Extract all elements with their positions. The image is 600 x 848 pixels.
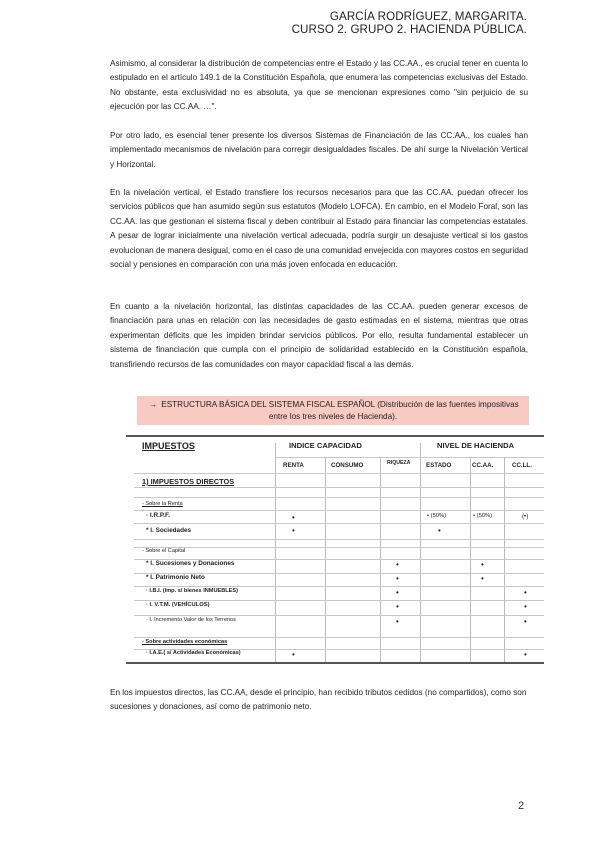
paragraph-1: Asimismo, al considerar la distribución de competencias entre el Estado y las CC.AA., es crucial tener en cuenta lo estipulado en el artículo 149.1 de la Constitución Española, que enumera las competencias exclusivas del Estado. No obstante, esta exclusividad no es absoluta, ya que se mencionan expresiones como "sin perjuicio de su ejecución por las CC.AA. …".	[110, 59, 528, 112]
paragraph-2: Por otro lado, es esencial tener presente los diversos Sistemas de Financiación de las CC.AA., los cuales han implementado mecanismos de nivelación para corregir desigualdades fiscales. De ahí surge la Nivelación Vertical y Horizontal.	[110, 131, 528, 169]
row-patrimonio: * I. Patrimonio Neto	[146, 574, 205, 581]
mark-iivtn-ccll: •	[524, 617, 527, 626]
row-iivtn: · I. Incremento Valor de los Terrenos	[146, 617, 236, 623]
banner-line-1: ESTRUCTURA BÁSICA DEL SISTEMA FISCAL ESPAÑOL (Distribución de las fuentes impositivas	[161, 400, 519, 409]
col-estado: ESTADO	[426, 462, 452, 469]
author-name: GARCÍA RODRÍGUEZ, MARGARITA.	[329, 10, 527, 23]
paragraph-4: En cuanto a la nivelación horizontal, las distintas capacidades de las CC.AA. pueden generar excesos de financiación para unas en relación con las necesidades de gasto estimadas en el sistema, mientras que otras experimentan déficits que les impiden brindar servicios públicos. Por ello, resulta fundamental establecer un sistema de financiación que cumpla con el principio de solidaridad establecido en la Constitución española, transfiriendo recursos de las comunidades con mayor capacidad fiscal a las demás.	[110, 302, 528, 369]
course-info: CURSO 2. GRUPO 2. HACIENDA PÚBLICA.	[291, 23, 527, 36]
mark-iae-renta: •	[292, 650, 295, 659]
mark-iae-ccll: •	[524, 650, 527, 659]
mark-sucesiones-riqueza: •	[396, 560, 399, 569]
mark-ibi-riqueza: •	[396, 588, 399, 597]
table-caption-banner	[137, 396, 529, 425]
subsection-capital: - Sobre el Capital	[142, 548, 186, 554]
header-indice-capacidad: INDICE CAPACIDAD	[289, 441, 362, 450]
table-title: IMPUESTOS	[142, 441, 195, 451]
tax-structure-table	[126, 435, 544, 664]
mark-irpf-renta: •	[292, 513, 295, 522]
closing-paragraph: En los impuestos directos, las CC.AA, desde el principio, han recibido tributos cedidos (no compartidos), como son sucesiones y donaciones, así como de patrimonio neto.	[110, 688, 527, 712]
mark-ivtm-ccll: •	[524, 602, 527, 611]
mark-irpf-ccaa: • (50%)	[473, 513, 493, 519]
col-ccll: CC.LL.	[512, 462, 532, 469]
mark-irpf-ccll: (•)	[522, 513, 529, 520]
row-iae: · I.A.E.( s/ Actividades Económicas)	[146, 650, 241, 656]
row-sociedades: * I. Sociedades	[146, 527, 192, 534]
row-sucesiones: * I. Sucesiones y Donaciones	[146, 560, 235, 567]
col-renta: RENTA	[283, 462, 304, 469]
mark-sociedades-renta: •	[292, 526, 295, 535]
page-number: 2	[518, 800, 525, 812]
subsection-renta: - Sobre la Renta	[142, 501, 183, 507]
mark-ivtm-riqueza: •	[396, 602, 399, 611]
subsection-actividades: - Sobre actividades económicas	[142, 639, 228, 645]
paragraph-3: En la nivelación vertical, el Estado transfiere los recursos necesarios para que las CC.AA. puedan ofrecer los servicios públicos que han asumido según sus estatutos (Modelo LOFCA). En cambio, en el Modelo Foral, son las CC.AA. las que gestionan el sistema fiscal y deben contribuir al Estado para financiar las competencias estatales. A pesar de lograr inicialmente una nivelación vertical adecuada, podría surgir un desajuste vertical si los gastos evolucionan de manera desigual, como en el caso de una comunidad envejecida con mayores costos en seguridad social y pensiones en comparación con una más joven enfocada en educación.	[110, 188, 528, 270]
mark-patrimonio-riqueza: •	[396, 574, 399, 583]
col-ccaa: CC.AA.	[472, 462, 494, 469]
mark-patrimonio-ccaa: •	[481, 574, 484, 583]
mark-sucesiones-ccaa: •	[481, 560, 484, 569]
mark-ibi-ccll: •	[524, 588, 527, 597]
mark-iivtn-riqueza: •	[396, 617, 399, 626]
row-irpf: · I.R.P.F.	[146, 512, 171, 519]
arrow-right-icon: →	[149, 400, 158, 409]
section-impuestos-directos: 1) IMPUESTOS DIRECTOS	[142, 477, 235, 486]
header-nivel-hacienda: NIVEL DE HACIENDA	[437, 441, 515, 450]
col-consumo: CONSUMO	[331, 462, 364, 469]
mark-sociedades-estado: •	[438, 526, 441, 535]
banner-line-2: entre los tres niveles de Hacienda).	[268, 412, 398, 421]
page-header	[292, 10, 527, 36]
col-riqueza: RIQUEZA	[387, 460, 411, 466]
row-ibi: · I.B.I. (Imp. s/ bienes INMUEBLES)	[146, 588, 238, 594]
row-ivtm: · I. V.T.M. (VEHÍCULOS)	[146, 602, 210, 608]
mark-irpf-estado: • (50%)	[427, 513, 447, 519]
